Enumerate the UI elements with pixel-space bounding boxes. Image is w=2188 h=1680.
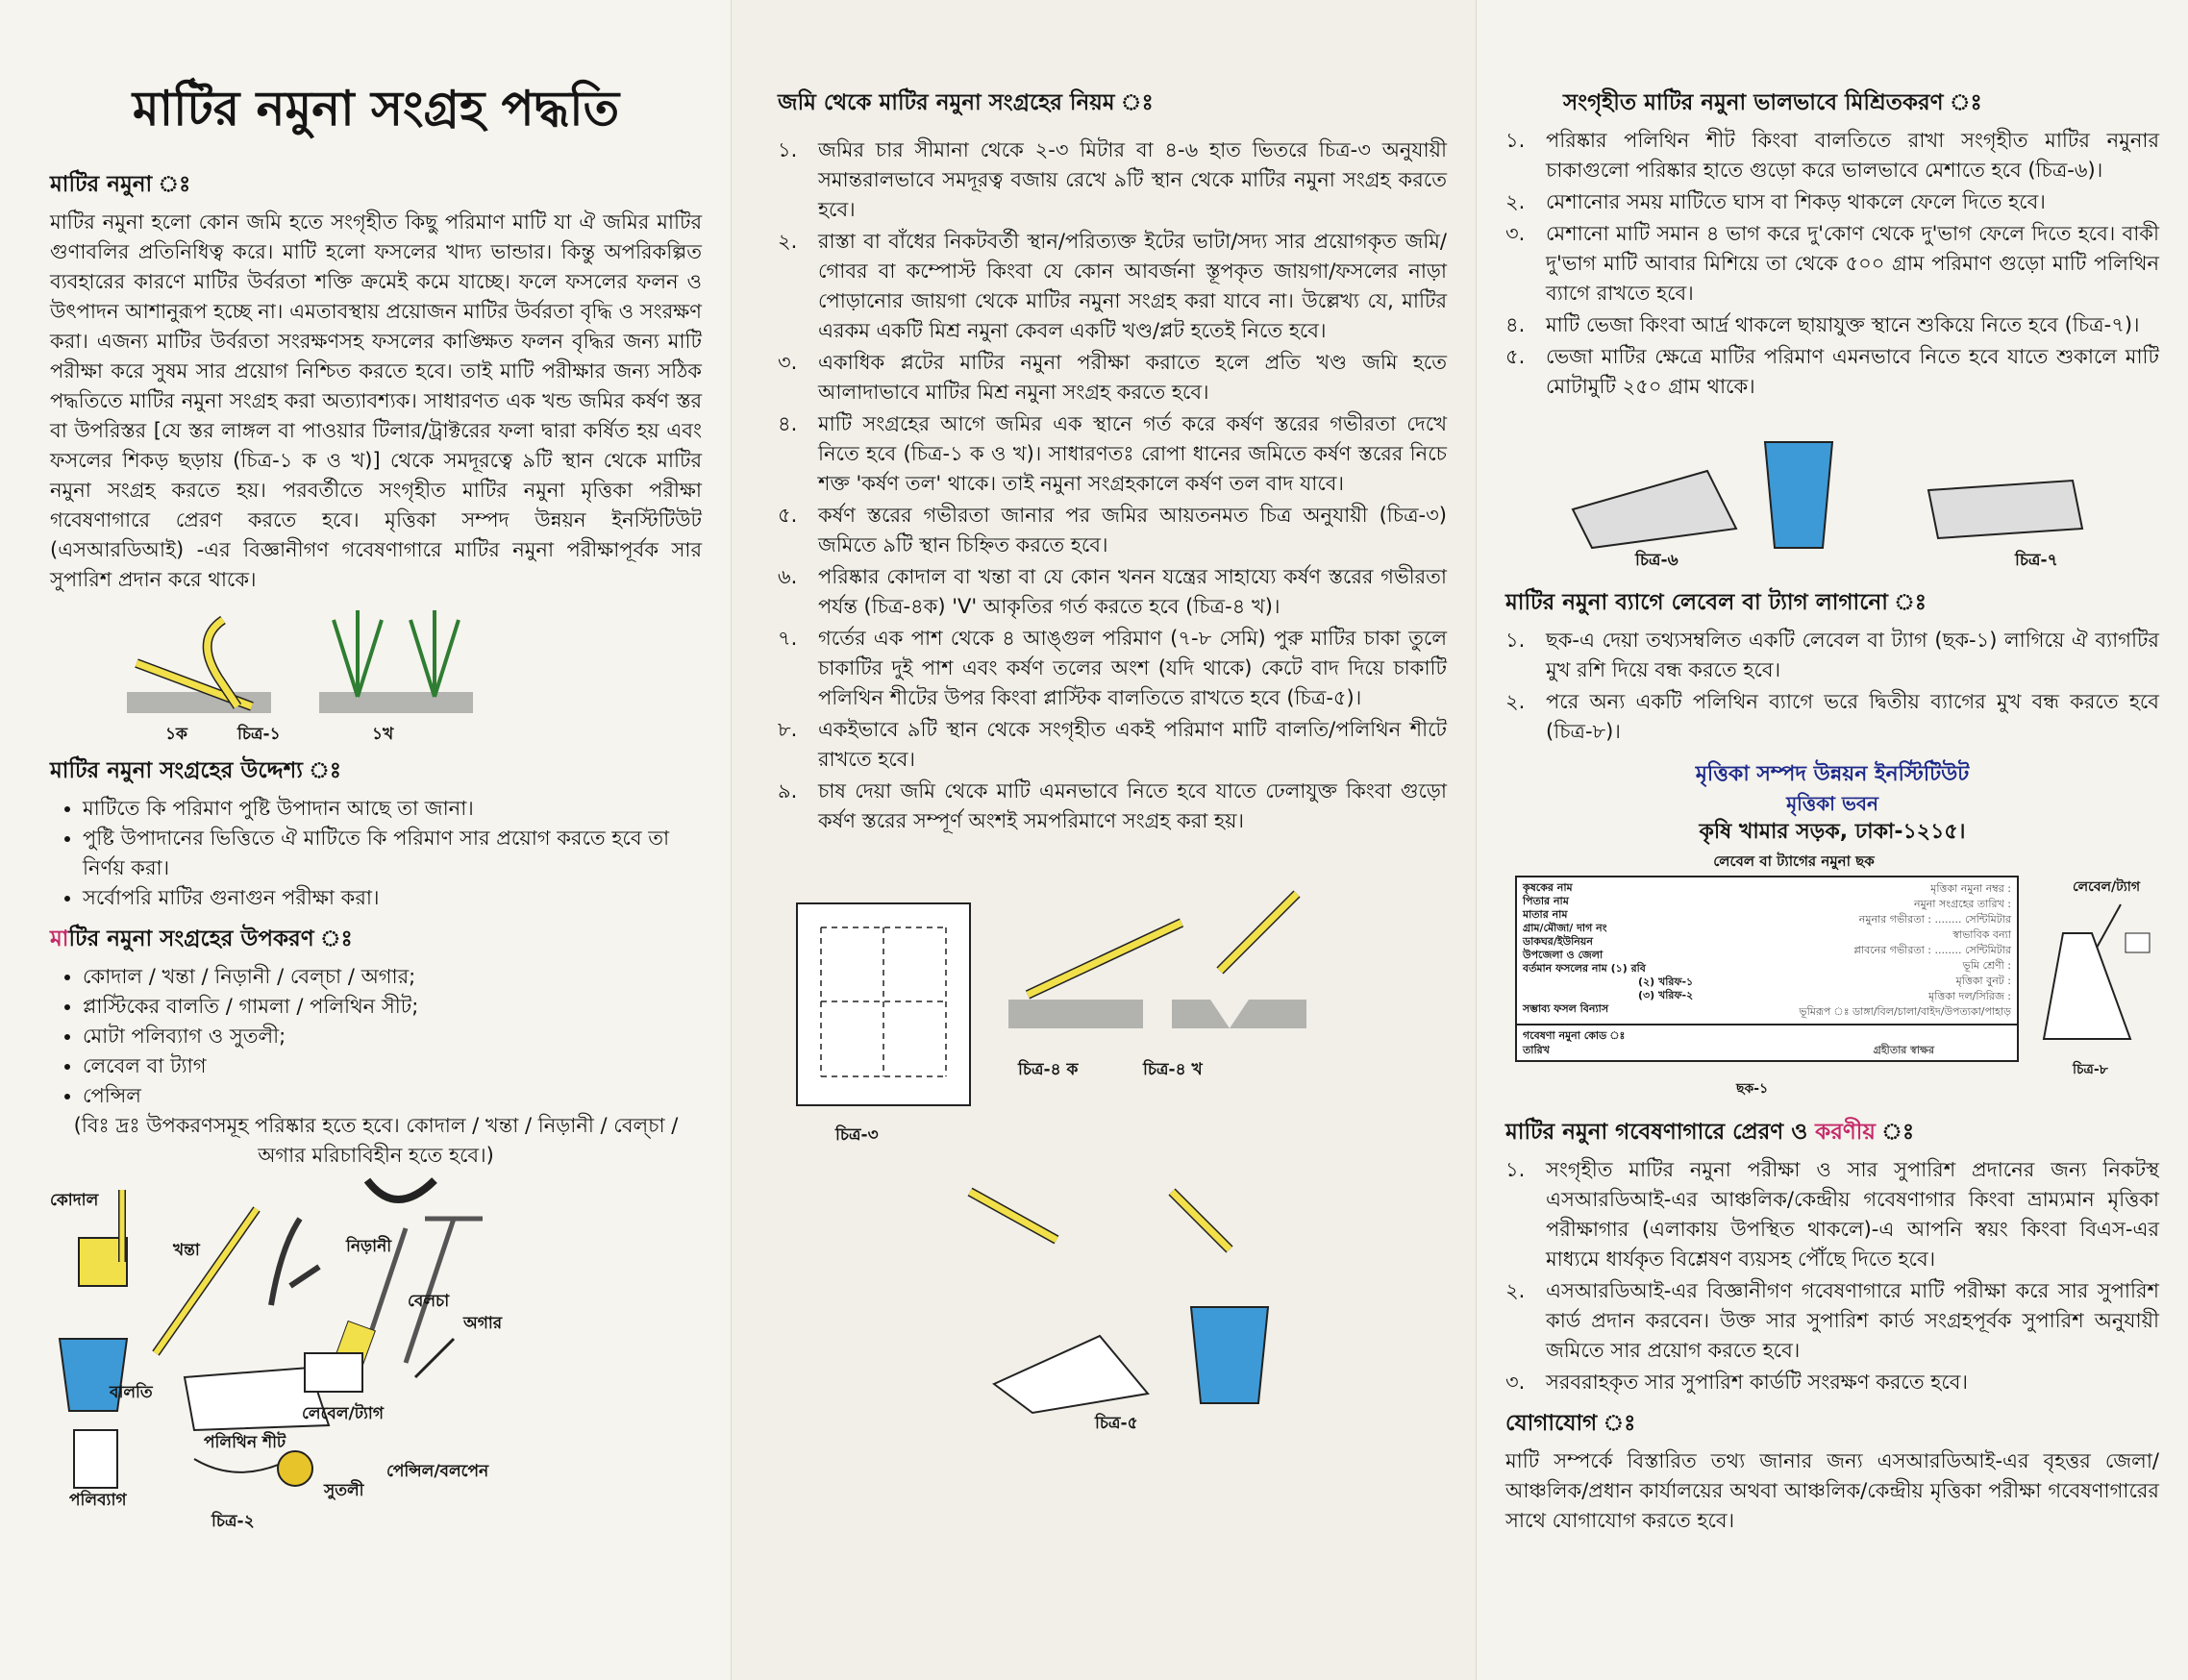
figure-6-caption: চিত্র-৬ [1635, 551, 1678, 570]
card-field-label: ভূমি শ্রেণী : [1962, 959, 2011, 972]
send-list [1505, 1155, 2159, 1397]
item-number: ৬. [778, 565, 798, 588]
item-number: ৩. [1505, 1371, 1526, 1394]
card-caption: ছক-১ [1736, 1081, 1769, 1097]
item-number: ২. [1505, 190, 1526, 213]
card-field-label: বর্তমান ফসলের নাম (১) রবি [1523, 962, 1646, 975]
item-text: মেশানো মাটি সমান ৪ ভাগ করে দু'কোণ থেকে দু'ভাগ ফেলে দিতে হবে। বাকী দু'ভাগ মাটি আবার মিশিয়ে তা থেকে ৫০০ গ্রাম পরিমাণ গুড়ো মাটি পলিথিন ব্যাগে রাখতে হবে। [1546, 222, 2159, 305]
list-item [1505, 342, 2159, 402]
item-text: মেশানোর সময় মাটিতে ঘাস বা শিকড় থাকলে ফেলে দিতে হবে। [1546, 190, 2046, 213]
contact-text: মাটি সম্পর্কে বিস্তারিত তথ্য জানার জন্য এসআরডিআই-এর বৃহত্তর জেলা/আঞ্চলিক/প্রধান কার্যালয়ের অথবা আঞ্চলিক/কেন্দ্রীয় মৃত্তিকা পরীক্ষা গবেষণাগারের সাথে যোগাযোগ করতে হবে। [1505, 1449, 2159, 1532]
tools-list [50, 962, 702, 1111]
item-number: ১. [1505, 1158, 1526, 1181]
figure-8-caption: চিত্র-৮ [2073, 1062, 2108, 1077]
institute-name: মৃত্তিকা সম্পদ উন্নয়ন ইনস্টিটিউট [1695, 762, 1970, 786]
item-text: গর্তের এক পাশ থেকে ৪ আঙ্গুল পরিমাণ (৭-৮ সেমি) পুরু মাটির চাকা তুলে চাকাটির দুই পাশ এবং কর্ষণ তলের অংশ (যদি থাকে) কেটে বাদ দিয়ে চাকাটি পলিথিন শীটের উপর কিংবা প্লাস্টিক বালতিতে রাখতে হবে (চিত্র-৫)। [818, 627, 1447, 709]
tools-heading-accent: মা [50, 926, 69, 951]
item-number: ৩. [778, 351, 798, 374]
figure-7-caption: চিত্র-৭ [2015, 551, 2058, 570]
list-item: • সর্বোপরি মাটির গুনাগুন পরীক্ষা করা। [83, 883, 702, 913]
tools-heading [50, 921, 702, 958]
institute-block [1505, 760, 2159, 876]
item-text: পরিষ্কার কোদাল বা খন্তা বা যে কোন খনন যন্ত্রের সাহায্যে কর্ষণ স্তরের গভীরতা পর্যন্ত (চিত্র-৪ক) 'V' আকৃতির গর্ত করতে হবে (চিত্র-৪ খ)। [818, 565, 1447, 618]
institute-building: মৃত্তিকা ভবন [1786, 792, 1878, 815]
send-heading [1505, 1114, 2159, 1151]
label-balti: বালতি [110, 1383, 153, 1402]
item-text: পরিষ্কার পলিথিন শীট কিংবা বালতিতে রাখা সংগৃহীত মাটির নমুনার চাকাগুলো পরিষ্কার হাতে গুড়ো করে ভালভাবে মেশাতে হবে (চিত্র-৬)। [1546, 129, 2159, 182]
card-title: লেবেল বা ট্যাগের নমুনা ছক [1713, 852, 1875, 870]
list-item [1505, 1276, 2159, 1366]
item-text: ছক-এ দেয়া তথ্যসম্বলিত একটি লেবেল বা ট্যাগ (ছক-১) লাগিয়ে ঐ ব্যাগটির মুখ রশি দিয়ে বন্ধ করতে হবে। [1546, 629, 2159, 681]
label-card-fields [1517, 877, 2017, 1024]
panel-right [1476, 0, 2188, 1680]
label-tag: লেবেল/ট্যাগ [302, 1404, 384, 1423]
item-number: ১. [1505, 629, 1526, 652]
figure-4b-caption: চিত্র-৪ খ [1143, 1060, 1203, 1079]
label-nirani: নিড়ানী [346, 1237, 392, 1256]
item-number: ২. [778, 230, 798, 253]
card-field-label: সম্ভাব্য ফসল বিন্যাস [1523, 1002, 1609, 1015]
list-item [778, 715, 1447, 775]
send-heading-end: ঃ [1875, 1120, 1915, 1145]
list-item [1505, 310, 2159, 340]
list-item [778, 777, 1447, 836]
item-number: ২. [1505, 1279, 1526, 1302]
figure-1 [50, 601, 702, 745]
figure-2-illustration [50, 1171, 704, 1497]
tools-note: (বিঃ দ্রঃ উপকরণসমূহ পরিষ্কার হতে হবে। কোদাল / খন্তা / নিড়ানী / বেল্চা / অগার মরিচাবিহীন হতে হবে।) [73, 1114, 679, 1167]
item-text: মাটি ভেজা কিংবা আর্দ্র থাকলে ছায়াযুক্ত স্থানে শুকিয়ে নিতে হবে (চিত্র-৭)। [1546, 313, 2140, 336]
card-left-fields [1523, 881, 1753, 1020]
figure-3-caption: চিত্র-৩ [835, 1125, 879, 1145]
list-item: • মাটিতে কি পরিমাণ পুষ্টি উপাদান আছে তা জানা। [83, 794, 702, 824]
card-field-label: পিতার নাম [1523, 895, 1569, 907]
list-item [778, 136, 1447, 225]
figures-6-7 [1505, 404, 2159, 577]
list-item [778, 624, 1447, 713]
item-number: ৪. [1505, 313, 1526, 336]
list-item: • প্লাস্টিকের বালতি / গামলা / পলিথিন সীট; [83, 992, 702, 1022]
list-item [1505, 219, 2159, 309]
card-field-label: গ্রাম/মৌজা/ দাগ নং [1523, 922, 1607, 934]
send-heading-accent: করণীয় [1815, 1120, 1876, 1145]
figure-2 [50, 1171, 702, 1531]
list-item [1505, 1368, 2159, 1397]
card-receiver-sign: গ্রহীতার স্বাক্ষর [1873, 1044, 1934, 1056]
figure-1a-label: ১ক [165, 725, 187, 744]
collection-rules-list [778, 136, 1447, 836]
item-number: ২. [1505, 690, 1526, 713]
label-card [1515, 876, 2019, 1062]
list-item [778, 227, 1447, 346]
item-number: ১. [1505, 129, 1526, 152]
send-heading-main: মাটির নমুনা গবেষণাগারে প্রেরণ ও [1505, 1120, 1816, 1145]
purpose-heading: মাটির নমুনা সংগ্রহের উদ্দেশ্য ঃ [50, 758, 342, 783]
label-khonta: খন্তা [173, 1241, 200, 1260]
figure-4a-caption: চিত্র-৪ ক [1018, 1060, 1079, 1079]
item-text: কর্ষণ স্তরের গভীরতা জানার পর জমির আয়তনমত চিত্র অনুযায়ী (চিত্র-৩) জমিতে ৯টি স্থান চিহ্নিত করতে হবে। [818, 504, 1447, 556]
figures-3-5 [778, 884, 1447, 1433]
list-item [1505, 1155, 2159, 1274]
item-number: ৯. [778, 779, 798, 803]
item-text: সংগৃহীত মাটির নমুনা পরীক্ষা ও সার সুপারিশ প্রদানের জন্য নিকটস্থ এসআরডিআই-এর আঞ্চলিক/কেন্দ্রীয় গবেষণাগার কিংবা ভ্রাম্যমান মৃত্তিকা পরীক্ষাগার (এলাকায় উপস্থিত থাকলে)-এ আপনি স্বয়ং কিংবা বিএস-এর মাধ্যমে ধার্যকৃত বিশ্লেষণ ব্যয়সহ পৌঁছে দিতে হবে। [1546, 1158, 2159, 1271]
item-text: জমির চার সীমানা থেকে ২-৩ মিটার বা ৪-৬ হাত ভিতরে চিত্র-৩ অনুযায়ী সমান্তরালভাবে সমদূরত্ব বজায় রেখে ৯টি স্থান থেকে মাটির নমুনা সংগ্রহ করতে হবে। [818, 138, 1447, 221]
card-footer [1517, 1024, 2017, 1060]
list-item [1505, 126, 2159, 185]
item-number: ৮. [778, 718, 798, 741]
item-number: ৫. [1505, 345, 1526, 368]
card-field-label: নমুনা সংগ্রহের তারিখ : [1914, 898, 2011, 910]
list-item: • পেন্সিল [83, 1081, 702, 1111]
tools-heading-rest: টির নমুনা সংগ্রহের উপকরণ ঃ [68, 926, 353, 951]
list-item [778, 348, 1447, 408]
figure-1-caption: চিত্র-১ [237, 725, 281, 744]
figure-1b-label: ১খ [372, 725, 394, 744]
institute-address: কৃষি খামার সড়ক, ঢাকা-১২১৫। [1699, 820, 1966, 844]
card-field-label: মৃত্তিকা নমুনা নম্বর : [1930, 882, 2011, 895]
card-date-label: তারিখ [1523, 1044, 1550, 1056]
soil-sample-text: মাটির নমুনা হলো কোন জমি হতে সংগৃহীত কিছু পরিমাণ মাটি যা ঐ জমির মাটির গুণাবলির প্রতিনিধিত্ব করে। মাটি হলো ফসলের খাদ্য ভান্ডার। কিন্তু অপরিকল্পিত ব্যবহারের কারণে মাটির উর্বরতা শক্তি ক্রমেই কমে যাচ্ছে। ফলে ফসলের ফলন ও উৎপাদন আশানুরূপ হচ্ছে না। এমতাবস্থায় প্রয়োজন মাটির উর্বরতা বৃদ্ধি ও সংরক্ষণ করা। এজন্য মাটির উর্বরতা সংরক্ষণসহ ফসলের কাঙ্ক্ষিত ফলন বৃদ্ধির জন্য মাটি পরীক্ষা করে সুষম সার প্রয়োগ নিশ্চিত করতে হবে। তাই মাটি পরীক্ষার জন্য সঠিক পদ্ধতিতে মাটির নমুনা সংগ্রহ করা অত্যাবশ্যক। সাধারণত এক খন্ড জমির কর্ষণ স্তর বা উপরিস্তর [যে স্তর লাঙ্গল বা পাওয়ার টিলার/ট্রাক্টরের ফলা দ্বারা কর্ষিত হয় এবং ফসলের শিকড় ছড়ায় (চিত্র-১ ক ও খ)] থেকে সমদূরত্বে ৯টি স্থান থেকে মাটির নমুনা সংগ্রহ করতে হয়। পরবর্তীতে সংগৃহীত মাটির নমুনা মৃত্তিকা পরীক্ষা গবেষণাগারে প্রেরণ করতে হবে। মৃত্তিকা সম্পদ উন্নয়ন ইনস্টিটিউট (এসআরডিআই) -এর বিজ্ঞানীগণ গবেষণাগারে মাটির নমুনা পরীক্ষাপূর্বক সার সুপারিশ প্রদান করে থাকে। [50, 210, 702, 591]
item-text: একইভাবে ৯টি স্থান থেকে সংগৃহীত একই পরিমাণ মাটি বালতি/পলিথিন শীটে রাখতে হবে। [818, 718, 1447, 771]
page-title: মাটির নমুনা সংগ্রহ পদ্ধতি [132, 81, 620, 136]
item-number: ৫. [778, 504, 798, 527]
collection-rules-heading: জমি থেকে মাটির নমুনা সংগ্রহের নিয়ম ঃ [778, 90, 1154, 115]
panel-left [0, 0, 731, 1680]
card-field-label: মৃত্তিকা বুনট : [1955, 975, 2011, 987]
list-item [1505, 687, 2159, 747]
card-field-label: মৃত্তিকা দল/সিরিজ : [1928, 990, 2011, 1002]
label-card-area [1505, 876, 2159, 1106]
list-item [1505, 187, 2159, 217]
item-number: ৪. [778, 412, 798, 435]
figures-6-7-illustration [1505, 404, 2169, 557]
card-field-label: ডাকঘর/ইউনিয়ন [1523, 935, 1593, 948]
labeling-list [1505, 626, 2159, 747]
card-field-label: উপজেলা ও জেলা [1523, 949, 1604, 961]
list-item [1505, 626, 2159, 685]
card-field-label: (৩) খরিফ-২ [1638, 989, 1694, 1001]
item-text: একাধিক প্লটের মাটির নমুনা পরীক্ষা করাতে হলে প্রতি খণ্ড জমি হতে আলাদাভাবে মাটির মিশ্র নমুনা সংগ্রহ করতে হবে। [818, 351, 1447, 404]
labeling-heading: মাটির নমুনা ব্যাগে লেবেল বা ট্যাগ লাগানো ঃ [1505, 590, 1927, 615]
item-text: মাটি সংগ্রহের আগে জমির এক স্থানে গর্ত করে কর্ষণ স্তরের গভীরতা দেখে নিতে হবে (চিত্র-১ ক ও খ)। সাধারণতঃ রোপা ধানের জমিতে কর্ষণ স্তরের নিচে শক্ত 'কর্ষণ তল' থাকে। তাই নমুনা সংগ্রহকালে কর্ষণ তল বাদ যাবে। [818, 412, 1447, 495]
panel-middle [731, 0, 1476, 1680]
card-field-label: (২) খরিফ-১ [1638, 976, 1694, 988]
label-belcha: বেলচা [408, 1292, 450, 1311]
card-code-label: গবেষণা নমুনা কোড ঃ [1523, 1029, 1626, 1042]
list-item: • কোদাল / খন্তা / নিড়ানী / বেল্চা / অগার; [83, 962, 702, 992]
card-field-label: মাতার নাম [1523, 908, 1568, 921]
item-text: চাষ দেয়া জমি থেকে মাটি এমনভাবে নিতে হবে যাতে ঢেলাযুক্ত কিংবা গুড়ো কর্ষণ স্তরের সম্পূর্ণ অংশই সমপরিমাণে সংগ্রহ করা হয়। [818, 779, 1447, 832]
item-number: ১. [778, 138, 798, 161]
purpose-list [50, 794, 702, 913]
card-field-label: ভূমিরূপ ঃ ডাঙ্গা/বিল/চালা/বাইদ/উপত্যকা/পাহাড় [1799, 1005, 2011, 1018]
list-item [778, 562, 1447, 622]
list-item [778, 409, 1447, 499]
list-item: • লেবেল বা ট্যাগ [83, 1051, 702, 1081]
contact-heading: যোগাযোগ ঃ [1505, 1411, 1636, 1436]
card-field-label: স্বাভাবিক বন্যা [1952, 928, 2011, 941]
label-sutli: সুতলী [324, 1481, 364, 1500]
item-text: পরে অন্য একটি পলিথিন ব্যাগে ভরে দ্বিতীয় ব্যাগের মুখ বন্ধ করতে হবে (চিত্র-৮)। [1546, 690, 2159, 743]
mixing-heading: সংগৃহীত মাটির নমুনা ভালভাবে মিশ্রিতকরণ ঃ [1563, 90, 1982, 115]
label-polybag: পলিব্যাগ [69, 1491, 127, 1510]
list-item: • পুষ্টি উপাদানের ভিত্তিতে ঐ মাটিতে কি পরিমাণ সার প্রয়োগ করতে হবে তা নির্ণয় করা। [83, 824, 702, 883]
item-text: এসআরডিআই-এর বিজ্ঞানীগণ গবেষণাগারে মাটি পরীক্ষা করে সার সুপারিশ কার্ড প্রদান করবেন। উক্ত সার সুপারিশ কার্ড সংগ্রহপূর্বক সুপারিশ অনুযায়ী জমিতে সার প্রয়োগ করতে হবে। [1546, 1279, 2159, 1362]
tag-label: লেবেল/ট্যাগ [2073, 879, 2140, 895]
list-item [778, 501, 1447, 560]
label-augar: অগার [463, 1314, 503, 1333]
figures-3-5-illustration [778, 884, 1451, 1422]
mixing-list [1505, 126, 2159, 402]
figure-5-caption: চিত্র-৫ [1095, 1414, 1138, 1433]
label-kodal: কোদাল [50, 1191, 99, 1210]
card-field-label: নমুনার গভীরতা : ........ সেন্টিমিটার [1858, 913, 2011, 926]
label-polythene: পলিথিন শীট [204, 1433, 286, 1452]
card-right-fields [1753, 881, 2011, 1020]
soil-sample-heading: মাটির নমুনা ঃ [50, 172, 191, 197]
item-text: রাস্তা বা বাঁধের নিকটবর্তী স্থান/পরিত্যক্ত ইটের ভাটা/সদ্য সার প্রয়োগকৃত জমি/গোবর বা কম্পোস্ট কিংবা যে কোন আবর্জনা স্তূপকৃত জায়গা/ফসলের নাড়া পোড়ানোর জায়গা থেকে মাটির নমুনা সংগ্রহ করা যাবে না। উল্লেখ্য যে, মাটির এরকম একটি মিশ্র নমুনা কেবল একটি খণ্ড/প্লট হতেই নিতে হবে। [818, 230, 1447, 342]
item-text: সরবরাহকৃত সার সুপারিশ কার্ডটি সংরক্ষণ করতে হবে। [1546, 1371, 1968, 1394]
card-field-label: প্লাবনের গভীরতা : ........ সেন্টিমিটার [1853, 944, 2011, 956]
figure-2-caption: চিত্র-২ [211, 1512, 255, 1531]
bag-with-tag-illustration [2034, 895, 2169, 1058]
card-field-label: কৃষকের নাম [1523, 881, 1573, 894]
list-item: • মোটা পলিব্যাগ ও সুতলী; [83, 1022, 702, 1051]
item-number: ৩. [1505, 222, 1526, 245]
item-text: ভেজা মাটির ক্ষেত্রে মাটির পরিমাণ এমনভাবে নিতে হবে যাতে শুকালে মাটি মোটামুটি ২৫০ গ্রাম থাকে। [1546, 345, 2159, 398]
label-pencil: পেন্সিল/বলপেন [386, 1462, 489, 1481]
item-number: ৭. [778, 627, 798, 650]
